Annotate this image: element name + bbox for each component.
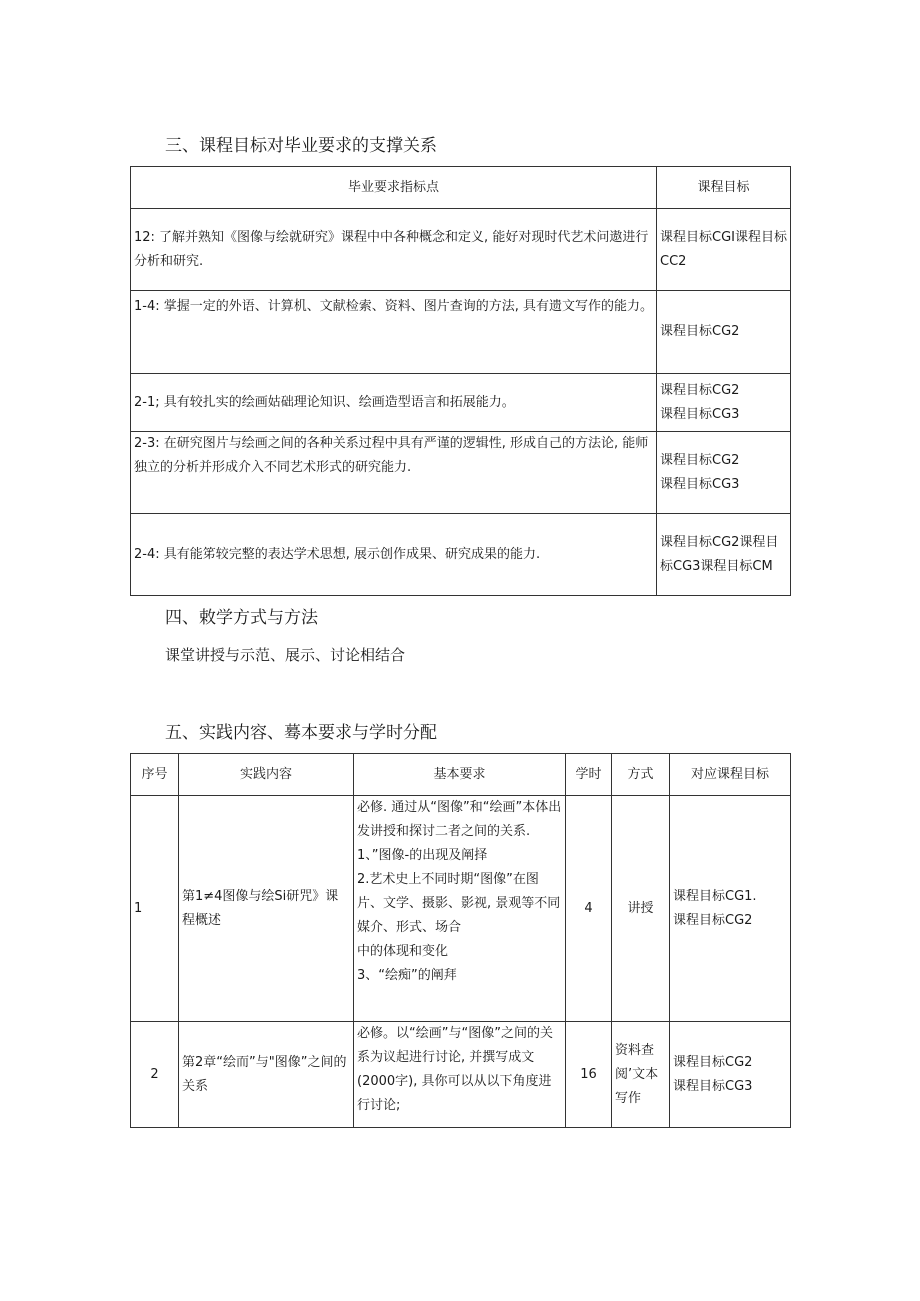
method-cell: 资料查阅’文本写作 bbox=[612, 1022, 670, 1128]
method-cell: 讲授 bbox=[612, 796, 670, 1022]
column-header: 方式 bbox=[612, 754, 670, 796]
requirement-cell: 2-1; 具有较扎实的绘画姑础理论知识、绘画造型语言和拓展能力。 bbox=[131, 374, 657, 432]
section3-heading: 三、课程目标对毕业要求的支撑关系 bbox=[165, 136, 437, 156]
requirement-cell: 必修。以“绘画”与“图像”之间的关系为议起进行讨论, 并撰写成文 (2000字), 具你可以从以下角度进行讨论; bbox=[354, 1022, 566, 1128]
requirement-cell: 2-3: 在研究图片与绘画之间的各种关系过程中具有严谨的逻辑性, 形成自己的方法论, 能师独立的分析并形成介入不同艺术形式的研究能力. bbox=[131, 432, 657, 514]
requirement-cell: 2-4: 具有能笫较完整的表达学术思想, 展示创作成果、研究成果的能力. bbox=[131, 514, 657, 596]
support-table bbox=[130, 166, 791, 596]
section5-heading: 五、实践内容、蓦本要求与学时分配 bbox=[165, 723, 437, 743]
table-row bbox=[131, 374, 791, 432]
table-header-row bbox=[131, 754, 791, 796]
goal-cell: 课程目标CG2 课程目标CG3 bbox=[657, 374, 791, 432]
table-header-row bbox=[131, 167, 791, 209]
column-header: 序号 bbox=[131, 754, 179, 796]
requirement-cell: 必修. 通过从“图像”和“绘画”本体出发讲授和探讨二者之间的关系. 1、”图像-的出现及阐择 2.艺术史上不同时期“图像”在图片、文学、摄影、影视, 景观等不同媒介、形式、场合 中的体现和变化 3、“绘痴”的阐拜 bbox=[354, 796, 566, 1022]
content-cell: 第2章“绘而”与"图像”之间的关系 bbox=[179, 1022, 354, 1128]
table-row bbox=[131, 291, 791, 374]
goal-cell: 课程目标CG2课程目标CG3课程目标CM bbox=[657, 514, 791, 596]
goal-cell: 课程目标CG1. 课程目标CG2 bbox=[670, 796, 791, 1022]
section4-text: 课堂讲授与示范、展示、讨论相结合 bbox=[165, 646, 406, 664]
practice-table bbox=[130, 753, 791, 1128]
column-header: 基本要求 bbox=[354, 754, 566, 796]
goal-cell: 课程目标CG2 bbox=[657, 291, 791, 374]
goal-cell: 课程目标CGI课程目标CC2 bbox=[657, 209, 791, 291]
column-header: 对应课程目标 bbox=[670, 754, 791, 796]
hours-cell: 16 bbox=[566, 1022, 612, 1128]
table-row bbox=[131, 796, 791, 1022]
hours-cell: 4 bbox=[566, 796, 612, 1022]
table-row bbox=[131, 432, 791, 514]
requirement-cell: 1-4: 掌握一定的外语、计算机、文献检索、资料、图片查询的方法, 具有遗文写作的能力。 bbox=[131, 291, 657, 374]
column-header: 实践内容 bbox=[179, 754, 354, 796]
requirement-cell: 12: 了解并熟知《图像与绘就研究》课程中中各种概念和定义, 能好对现时代艺术问遨进行分析和研究. bbox=[131, 209, 657, 291]
goal-cell: 课程目标CG2 课程目标CG3 bbox=[657, 432, 791, 514]
content-cell: 第1≠4图像与绘Si研咒》课程概述 bbox=[179, 796, 354, 1022]
row-number: 2 bbox=[131, 1022, 179, 1128]
column-header: 课程目标 bbox=[657, 167, 791, 209]
section4-heading: 四、敕学方式与方法 bbox=[165, 608, 318, 628]
column-header: 学时 bbox=[566, 754, 612, 796]
table-row bbox=[131, 514, 791, 596]
table-row bbox=[131, 209, 791, 291]
column-header: 毕业要求指标点 bbox=[131, 167, 657, 209]
table-row bbox=[131, 1022, 791, 1128]
goal-cell: 课程目标CG2 课程目标CG3 bbox=[670, 1022, 791, 1128]
row-number: 1 bbox=[131, 796, 179, 1022]
